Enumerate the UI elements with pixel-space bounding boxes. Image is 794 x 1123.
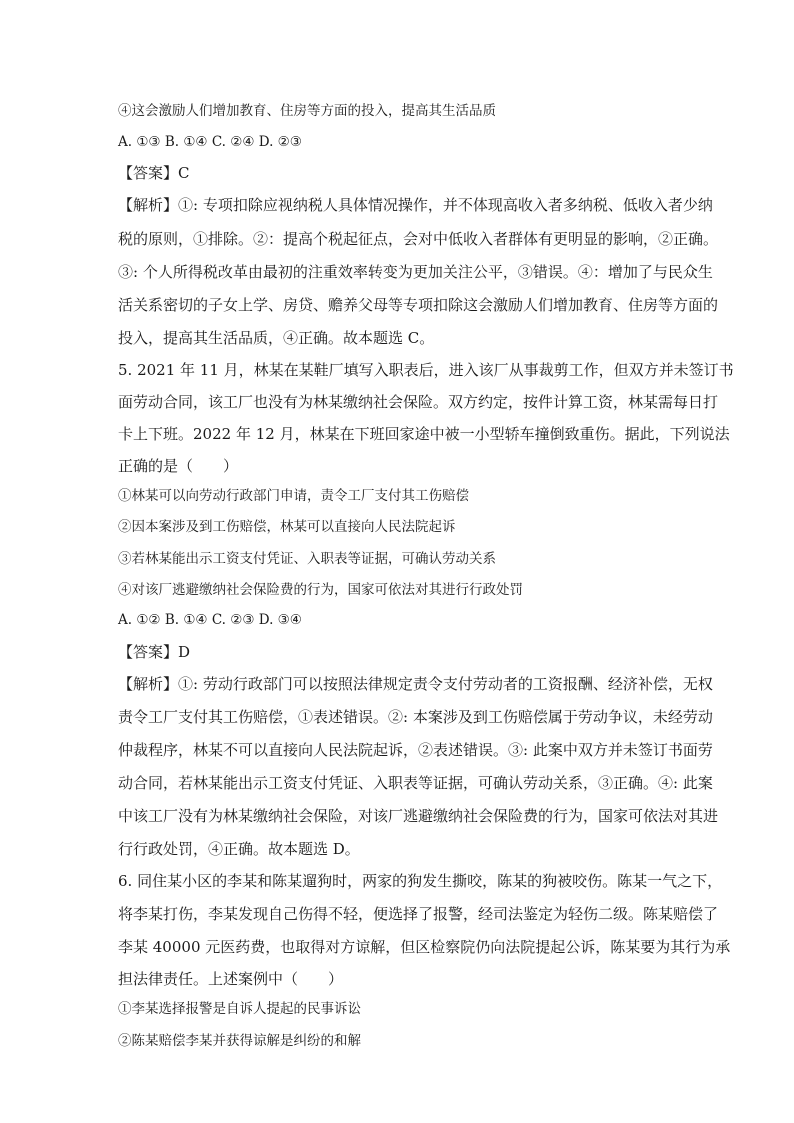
option-line-2: ②因本案涉及到工伤赔偿，林某可以直接向人民法院起诉: [118, 519, 456, 535]
analysis-line: 投入，提高其生活品质，④正确。故本题选 C。: [118, 329, 435, 347]
answer-options: A. ①② B. ①④ C. ②③ D. ③④: [118, 612, 302, 628]
analysis-line: 【解析】①: 专项扣除应视纳税人具体情况操作，并不体现高收入者多纳税、低收入者少纳: [118, 196, 713, 214]
question-line: 卡上下班。2022 年 12 月，林某在下班回家途中被一小型轿车撞倒致重伤。据此，下列说法: [118, 425, 730, 443]
analysis-line: 动合同，若林某能出示工资支付凭证、入职表等证据，可确认劳动关系，③正确。④: 此案: [118, 774, 713, 792]
analysis-line: 税的原则，①排除。②：提高个税起征点，会对中低收入者群体有更明显的影响，②正确。: [118, 230, 719, 248]
option-line-4: ④对该厂逃避缴纳社会保险费的行为，国家可依法对其进行行政处罚: [118, 582, 523, 598]
option-line-2: ②陈某赔偿李某并获得谅解是纠纷的和解: [118, 1033, 361, 1049]
option-line-1: ①李某选择报警是自诉人提起的民事诉讼: [118, 1001, 361, 1017]
question-line: 担法律责任。上述案例中（ ）: [118, 970, 344, 988]
question-line: 6. 同住某小区的李某和陈某遛狗时，两家的狗发生撕咬，陈某的狗被咬伤。陈某一气之下，: [118, 872, 723, 890]
analysis-line: 【解析】①: 劳动行政部门可以按照法律规定责令支付劳动者的工资报酬、经济补偿，无权: [118, 675, 713, 693]
option-line-4: ④这会激励人们增加教育、住房等方面的投入，提高其生活品质: [118, 103, 496, 119]
question-line: 将李某打伤，李某发现自己伤得不轻，便选择了报警，经司法鉴定为轻伤二级。陈某赔偿了: [118, 905, 719, 923]
question-line: 面劳动合同，该工厂也没有为林某缴纳社会保险。双方约定，按件计算工资，林某需每日打: [118, 393, 719, 411]
analysis-line: 仲裁程序，林某不可以直接向人民法院起诉，②表述错误。③: 此案中双方并未签订书面劳: [118, 741, 713, 759]
analysis-line: ③: 个人所得税改革由最初的注重效率转变为更加关注公平，③错误。④：增加了与民众生: [118, 263, 713, 281]
question-line: 李某 40000 元医药费，也取得对方谅解，但区检察院仍向法院提起公诉，陈某要为其行为承: [118, 938, 731, 956]
answer-label: 【答案】C: [118, 164, 190, 182]
analysis-line: 中该工厂没有为林某缴纳社会保险，对该厂逃避缴纳社会保险费的行为，国家可依法对其进: [118, 807, 719, 825]
option-line-3: ③若林某能出示工资支付凭证、入职表等证据，可确认劳动关系: [118, 551, 496, 567]
question-line: 5. 2021 年 11 月，林某在某鞋厂填写入职表后，进入该厂从事裁剪工作，但双方并未签订书: [118, 361, 734, 379]
analysis-line: 活关系密切的子女上学、房贷、赡养父母等专项扣除这会激励人们增加教育、住房等方面的: [118, 296, 719, 314]
answer-label: 【答案】D: [118, 643, 191, 661]
analysis-line: 责令工厂支付其工伤赔偿，①表述错误。②: 本案涉及到工伤赔偿属于劳动争议，未经劳动: [118, 708, 713, 726]
question-line: 正确的是（ ）: [118, 457, 239, 475]
option-line-1: ①林某可以向劳动行政部门申请，责令工厂支付其工伤赔偿: [118, 488, 469, 504]
analysis-line: 行行政处罚，④正确。故本题选 D。: [118, 840, 360, 858]
answer-options: A. ①③ B. ①④ C. ②④ D. ②③: [118, 134, 302, 150]
